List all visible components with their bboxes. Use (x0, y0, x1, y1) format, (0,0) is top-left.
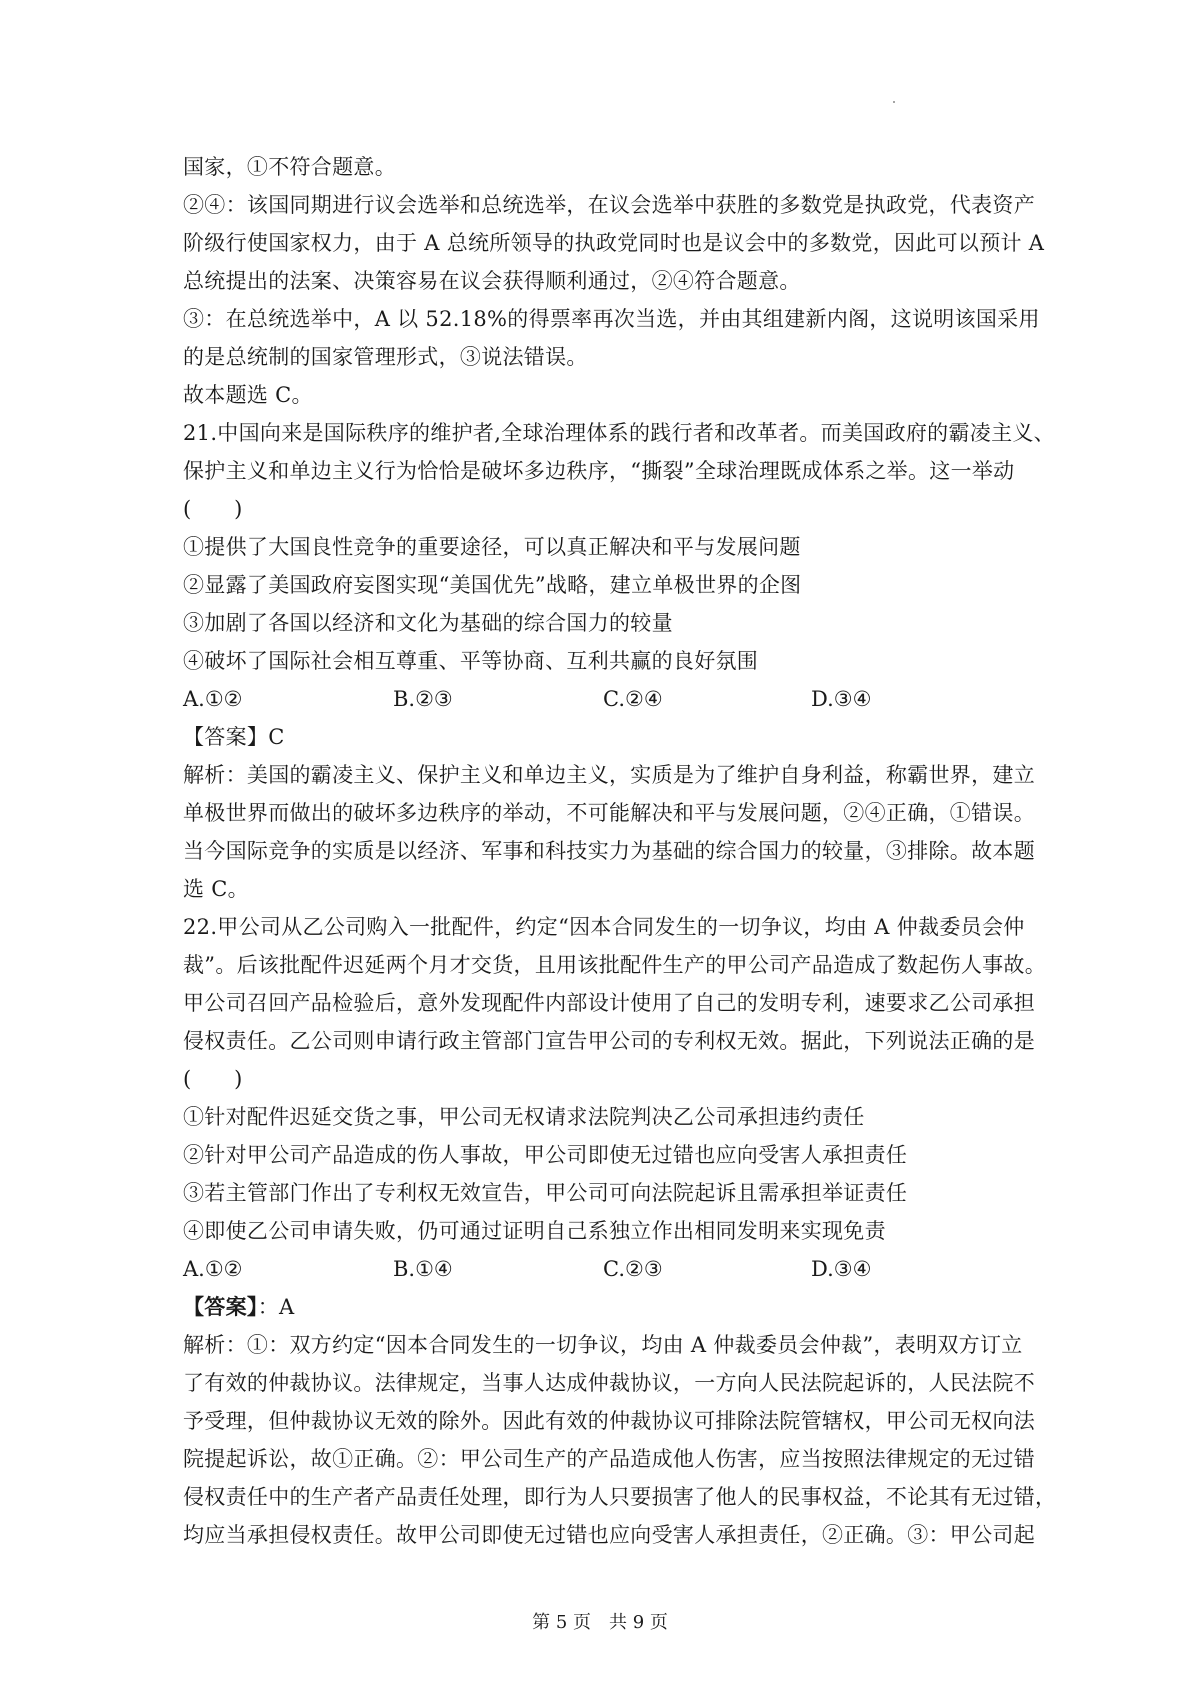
question-21-analysis: 选 C。 (183, 877, 249, 901)
text-line: 国家，①不符合题意。 (183, 155, 396, 179)
answer-label: 【答案】 (183, 1294, 258, 1319)
question-21-analysis: 解析：美国的霸凌主义、保护主义和单边主义，实质是为了维护自身利益，称霸世界，建立 (183, 763, 1035, 787)
text-line: ②④：该国同期进行议会选举和总统选举，在议会选举中获胜的多数党是执政党，代表资产 (183, 193, 1035, 217)
question-21-answer: 【答案】C (183, 725, 285, 749)
question-21-statement: ①提供了大国良性竞争的重要途径，可以真正解决和平与发展问题 (183, 535, 801, 559)
question-21-stem: 保护主义和单边主义行为恰恰是破坏多边秩序，“撕裂”全球治理既成体系之举。这一举动 (183, 459, 1015, 483)
option-c: C.②④ (603, 687, 663, 711)
question-22-options (183, 1250, 1033, 1288)
question-22-answer (183, 1288, 1033, 1326)
option-a: A.①② (183, 687, 243, 711)
option-b: B.②③ (393, 687, 453, 711)
option-c: C.②③ (603, 1257, 663, 1281)
question-22-analysis: 予受理，但仲裁协议无效的除外。因此有效的仲裁协议可排除法院管辖权，甲公司无权向法 (183, 1409, 1035, 1433)
option-d: D.③④ (811, 1257, 872, 1281)
text-line: 故本题选 C。 (183, 383, 313, 407)
option-b: B.①④ (393, 1257, 453, 1281)
text-line: 的是总统制的国家管理形式，③说法错误。 (183, 345, 588, 369)
question-22-statement: ④即使乙公司申请失败，仍可通过证明自己系独立作出相同发明来实现免责 (183, 1219, 886, 1243)
question-22-analysis: 院提起诉讼，故①正确。②：甲公司生产的产品造成他人伤害，应当按照法律规定的无过错 (183, 1447, 1035, 1471)
question-22-blank: ( ) (183, 1067, 243, 1091)
question-21-analysis: 当今国际竞争的实质是以经济、军事和科技实力为基础的综合国力的较量，③排除。故本题 (183, 839, 1035, 863)
question-21-stem: 21.中国向来是国际秩序的维护者,全球治理体系的践行者和改革者。而美国政府的霸凌主义、 (183, 421, 1055, 445)
question-22-statement: ②针对甲公司产品造成的伤人事故，甲公司即使无过错也应向受害人承担责任 (183, 1143, 908, 1167)
question-21-statement: ②显露了美国政府妄图实现“美国优先”战略，建立单极世界的企图 (183, 573, 802, 597)
question-21-analysis: 单极世界而做出的破坏多边秩序的举动，不可能解决和平与发展问题，②④正确，①错误。 (183, 801, 1035, 825)
page-number-footer: 第 5 页 共 9 页 (532, 1612, 668, 1633)
question-21-options (183, 680, 1033, 718)
question-22-stem: 甲公司召回产品检验后，意外发现配件内部设计使用了自己的发明专利，速要求乙公司承担 (183, 991, 1035, 1015)
question-22-statement: ①针对配件迟延交货之事，甲公司无权请求法院判决乙公司承担违约责任 (183, 1105, 865, 1129)
question-22-analysis: 均应当承担侵权责任。故甲公司即使无过错也应向受害人承担责任，②正确。③：甲公司起 (183, 1523, 1035, 1547)
question-22-analysis: 解析：①：双方约定“因本合同发生的一切争议，均由 A 仲裁委员会仲裁”，表明双方订立 (183, 1333, 1023, 1357)
answer-value: ：A (257, 1295, 295, 1319)
text-line: 阶级行使国家权力，由于 A 总统所领导的执政党同时也是议会中的多数党，因此可以预计 A (183, 231, 1045, 255)
question-22-stem: 裁”。后该批配件迟延两个月才交货，且用该批配件生产的甲公司产品造成了数起伤人事故。 (183, 953, 1047, 977)
text-line: ③：在总统选举中，A 以 52.18%的得票率再次当选，并由其组建新内阁，这说明该国采用 (183, 307, 1040, 331)
question-21-statement: ④破坏了国际社会相互尊重、平等协商、互利共赢的良好氛围 (183, 649, 759, 673)
question-21-statement: ③加剧了各国以经济和文化为基础的综合国力的较量 (183, 611, 673, 635)
question-22-stem: 侵权责任。乙公司则申请行政主管部门宣告甲公司的专利权无效。据此，下列说法正确的是 (183, 1029, 1035, 1053)
question-22-analysis: 侵权责任中的生产者产品责任处理，即行为人只要损害了他人的民事权益，不论其有无过错， (183, 1485, 1057, 1509)
question-21-blank: ( ) (183, 497, 243, 521)
option-d: D.③④ (811, 687, 872, 711)
page-body (183, 148, 1057, 1554)
option-a: A.①② (183, 1257, 243, 1281)
text-line: 总统提出的法案、决策容易在议会获得顺利通过，②④符合题意。 (183, 269, 801, 293)
question-22-stem: 22.甲公司从乙公司购入一批配件，约定“因本合同发生的一切争议，均由 A 仲裁委员会仲 (183, 915, 1025, 939)
question-22-statement: ③若主管部门作出了专利权无效宣告，甲公司可向法院起诉且需承担举证责任 (183, 1181, 908, 1205)
scan-speck (893, 101, 895, 103)
question-22-analysis: 了有效的仲裁协议。法律规定，当事人达成仲裁协议，一方向人民法院起诉的，人民法院不 (183, 1371, 1035, 1395)
